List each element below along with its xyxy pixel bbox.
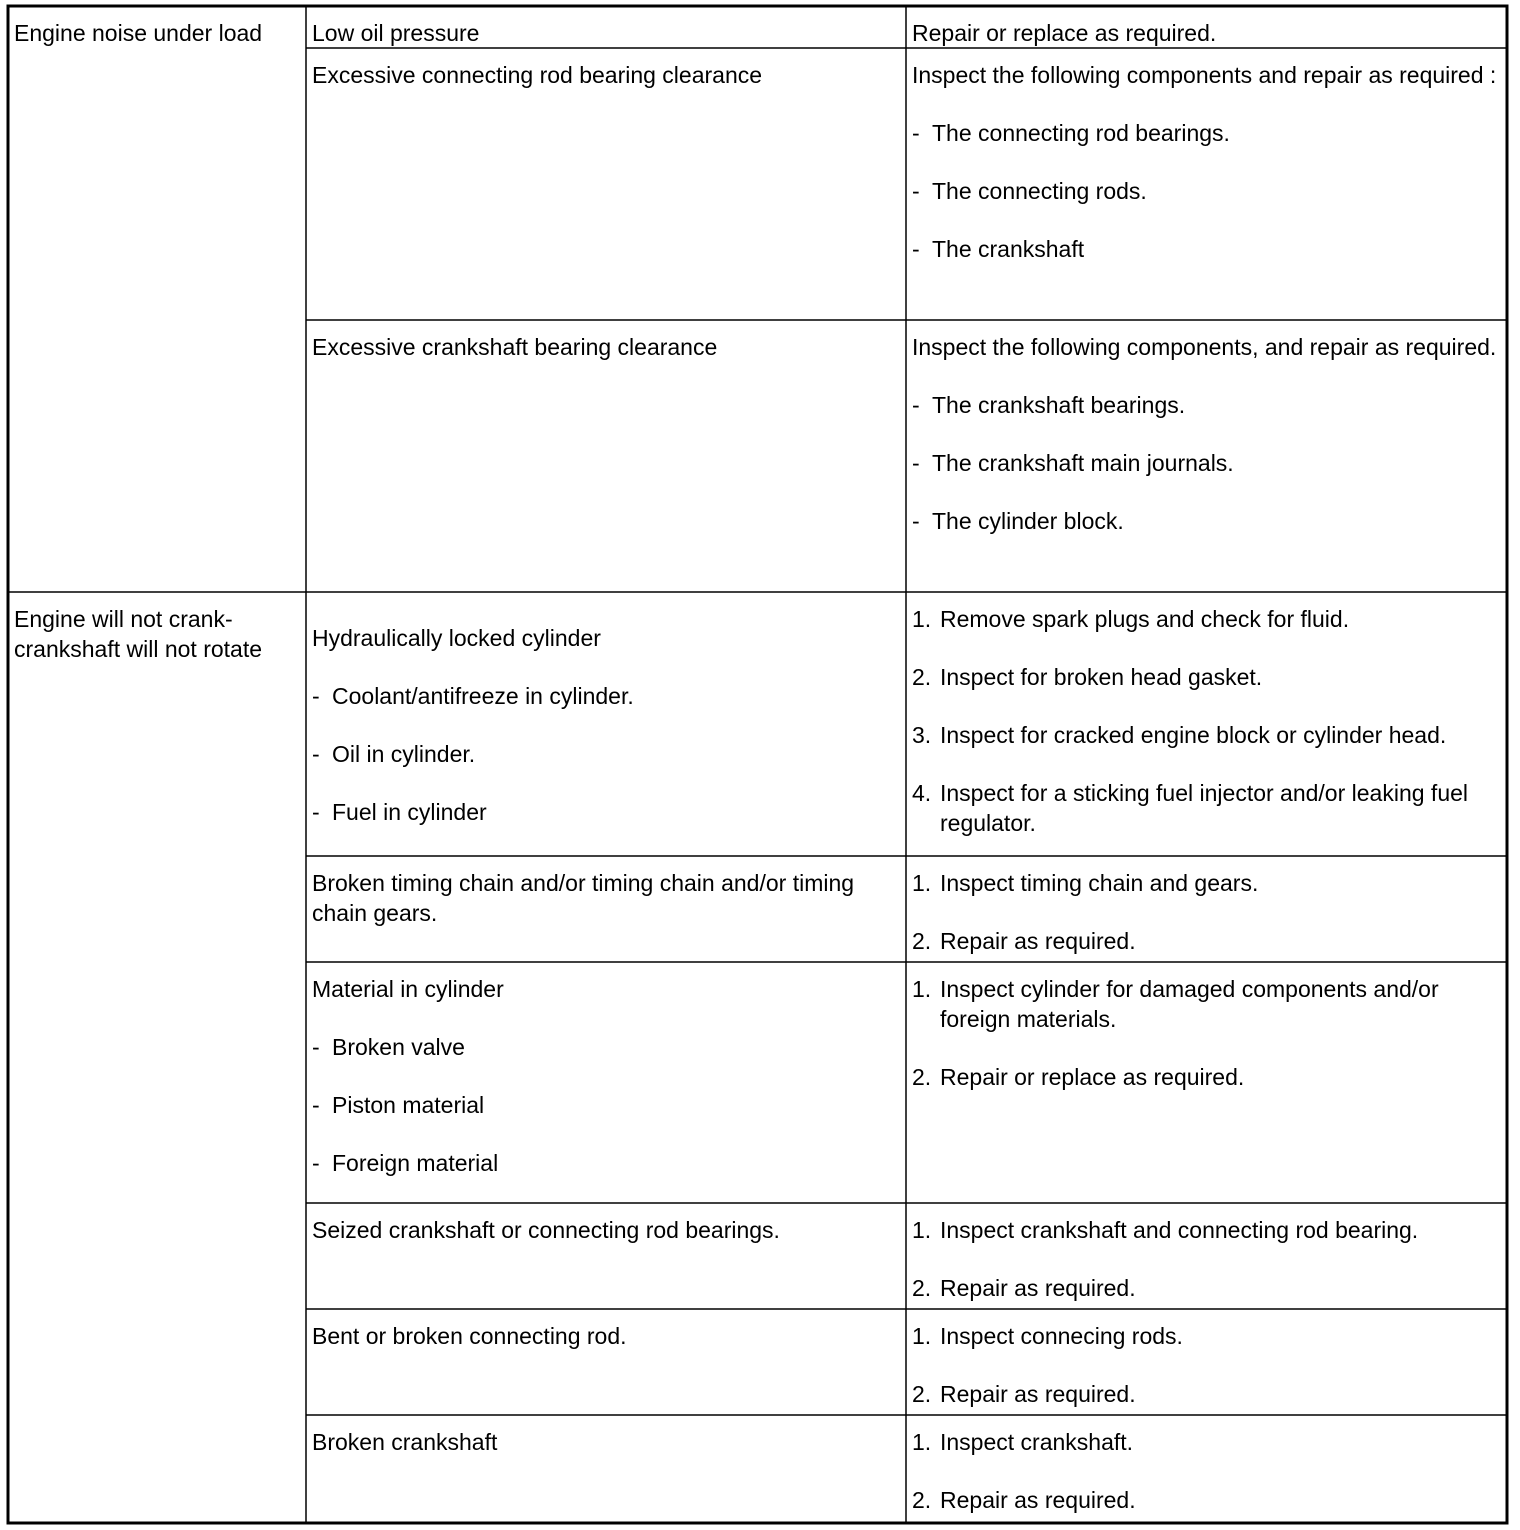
step-number: 2. <box>912 1275 932 1301</box>
action-cell <box>906 6 1507 48</box>
step-number: 1. <box>912 606 932 632</box>
paragraph-spacer <box>312 1120 900 1148</box>
step-number: 3. <box>912 722 932 748</box>
cause-cell <box>306 6 906 48</box>
numbered-step <box>912 1062 1501 1092</box>
bullet-item <box>912 118 1501 148</box>
cell-text: Excessive connecting rod bearing clearance <box>312 62 763 88</box>
bullet-item <box>312 681 900 711</box>
dash-marker: - <box>312 1150 320 1176</box>
step-text: Repair as required. <box>940 1381 1136 1407</box>
cause-cell <box>306 962 906 1203</box>
dash-marker: - <box>312 1034 320 1060</box>
step-text: Inspect cylinder for damaged components and/or foreign materials. <box>940 976 1439 1032</box>
symptom-cell <box>8 592 306 1523</box>
numbered-step <box>912 720 1501 750</box>
bullet-item <box>312 739 900 769</box>
cell-text: Inspect the following components and repair as required : <box>912 62 1497 88</box>
dash-marker: - <box>312 799 320 825</box>
bullet-text: Fuel in cylinder <box>332 799 487 825</box>
step-text: Repair as required. <box>940 1487 1136 1513</box>
action-cell <box>906 1203 1507 1309</box>
paragraph-spacer <box>912 1034 1501 1062</box>
step-number: 2. <box>912 664 932 690</box>
symptom-text: Engine noise under load <box>14 20 263 46</box>
numbered-step <box>912 1321 1501 1351</box>
cell-text: Broken crankshaft <box>312 1429 498 1455</box>
bullet-item <box>912 506 1501 536</box>
paragraph-spacer <box>912 1245 1501 1273</box>
bullet-item <box>312 1148 900 1178</box>
step-number: 1. <box>912 976 932 1002</box>
paragraph-spacer <box>912 420 1501 448</box>
step-text: Inspect for broken head gasket. <box>940 664 1263 690</box>
bullet-text: The cylinder block. <box>932 508 1124 534</box>
step-text: Inspect for a sticking fuel injector and/or leaking fuel regulator. <box>940 780 1469 836</box>
paragraph-spacer <box>312 1062 900 1090</box>
symptom-cell <box>8 6 306 592</box>
dash-marker: - <box>312 1092 320 1118</box>
bullet-item <box>312 1032 900 1062</box>
cell-text: Seized crankshaft or connecting rod bearings. <box>312 1217 780 1243</box>
bullet-text: The crankshaft <box>932 236 1085 262</box>
numbered-step <box>912 926 1501 956</box>
numbered-step <box>912 1273 1501 1303</box>
cause-cell <box>306 320 906 592</box>
bullet-text: Broken valve <box>332 1034 465 1060</box>
paragraph-spacer <box>912 1351 1501 1379</box>
cell-text: Hydraulically locked cylinder <box>312 625 601 651</box>
step-number: 1. <box>912 1217 932 1243</box>
dash-marker: - <box>312 741 320 767</box>
bullet-item <box>312 797 900 827</box>
paragraph-spacer <box>912 634 1501 662</box>
step-number: 4. <box>912 780 932 806</box>
action-cell <box>906 856 1507 962</box>
numbered-step <box>912 1485 1501 1515</box>
cause-cell <box>306 592 906 856</box>
step-text: Repair as required. <box>940 1275 1136 1301</box>
step-number: 2. <box>912 1381 932 1407</box>
step-text: Repair or replace as required. <box>940 1064 1245 1090</box>
action-cell <box>906 320 1507 592</box>
dash-marker: - <box>912 236 920 262</box>
paragraph-spacer <box>312 769 900 797</box>
action-cell <box>906 1309 1507 1415</box>
paragraph-spacer <box>912 478 1501 506</box>
step-text: Inspect connecing rods. <box>940 1323 1183 1349</box>
cell-text: Broken timing chain and/or timing chain and/or timing chain gears. <box>312 870 861 926</box>
step-text: Remove spark plugs and check for fluid. <box>940 606 1350 632</box>
dash-marker: - <box>912 450 920 476</box>
step-text: Inspect timing chain and gears. <box>940 870 1259 896</box>
cell-text: Low oil pressure <box>312 20 480 46</box>
step-number: 2. <box>912 928 932 954</box>
paragraph-spacer <box>312 1004 900 1032</box>
paragraph-spacer <box>912 692 1501 720</box>
dash-marker: - <box>912 178 920 204</box>
bullet-text: Piston material <box>332 1092 485 1118</box>
bullet-item <box>912 176 1501 206</box>
bullet-text: The crankshaft main journals. <box>932 450 1234 476</box>
action-cell <box>906 48 1507 320</box>
cause-cell <box>306 48 906 320</box>
bullet-item <box>312 1090 900 1120</box>
cause-cell <box>306 856 906 962</box>
step-text: Repair as required. <box>940 928 1136 954</box>
numbered-step <box>912 1215 1501 1245</box>
numbered-step <box>912 974 1501 1034</box>
paragraph-spacer <box>912 1457 1501 1485</box>
cell-text: Bent or broken connecting rod. <box>312 1323 627 1349</box>
action-cell <box>906 962 1507 1203</box>
step-text: Inspect for cracked engine block or cylinder head. <box>940 722 1447 748</box>
numbered-step <box>912 1379 1501 1409</box>
bullet-item <box>912 390 1501 420</box>
paragraph-spacer <box>912 148 1501 176</box>
dash-marker: - <box>912 508 920 534</box>
bullet-text: Foreign material <box>332 1150 499 1176</box>
step-number: 1. <box>912 1323 932 1349</box>
paragraph-spacer <box>912 898 1501 926</box>
step-text: Inspect crankshaft. <box>940 1429 1134 1455</box>
step-number: 2. <box>912 1487 932 1513</box>
action-cell <box>906 592 1507 856</box>
paragraph-spacer <box>912 750 1501 778</box>
paragraph-spacer <box>912 90 1501 118</box>
cause-cell <box>306 1203 906 1309</box>
cause-cell <box>306 1415 906 1523</box>
step-text: Inspect crankshaft and connecting rod bearing. <box>940 1217 1419 1243</box>
paragraph-spacer <box>312 711 900 739</box>
cause-cell <box>306 1309 906 1415</box>
numbered-step <box>912 868 1501 898</box>
cell-text: Excessive crankshaft bearing clearance <box>312 334 718 360</box>
dash-marker: - <box>912 392 920 418</box>
bullet-text: Coolant/antifreeze in cylinder. <box>332 683 634 709</box>
bullet-text: The crankshaft bearings. <box>932 392 1186 418</box>
cell-text: Inspect the following components, and repair as required. <box>912 334 1497 360</box>
bullet-text: The connecting rods. <box>932 178 1147 204</box>
numbered-step <box>912 1427 1501 1457</box>
dash-marker: - <box>912 120 920 146</box>
step-number: 1. <box>912 870 932 896</box>
bullet-text: Oil in cylinder. <box>332 741 476 767</box>
action-cell <box>906 1415 1507 1523</box>
dash-marker: - <box>312 683 320 709</box>
cell-text: Repair or replace as required. <box>912 20 1217 46</box>
numbered-step <box>912 778 1501 838</box>
cell-text: Material in cylinder <box>312 976 504 1002</box>
paragraph-spacer <box>312 653 900 681</box>
step-number: 2. <box>912 1064 932 1090</box>
symptom-text: Engine will not crank-crankshaft will not rotate <box>14 606 263 662</box>
step-number: 1. <box>912 1429 932 1455</box>
paragraph-spacer <box>912 206 1501 234</box>
numbered-step <box>912 662 1501 692</box>
paragraph-spacer <box>912 362 1501 390</box>
bullet-text: The connecting rod bearings. <box>932 120 1230 146</box>
bullet-item <box>912 234 1501 264</box>
bullet-item <box>912 448 1501 478</box>
numbered-step <box>912 604 1501 634</box>
